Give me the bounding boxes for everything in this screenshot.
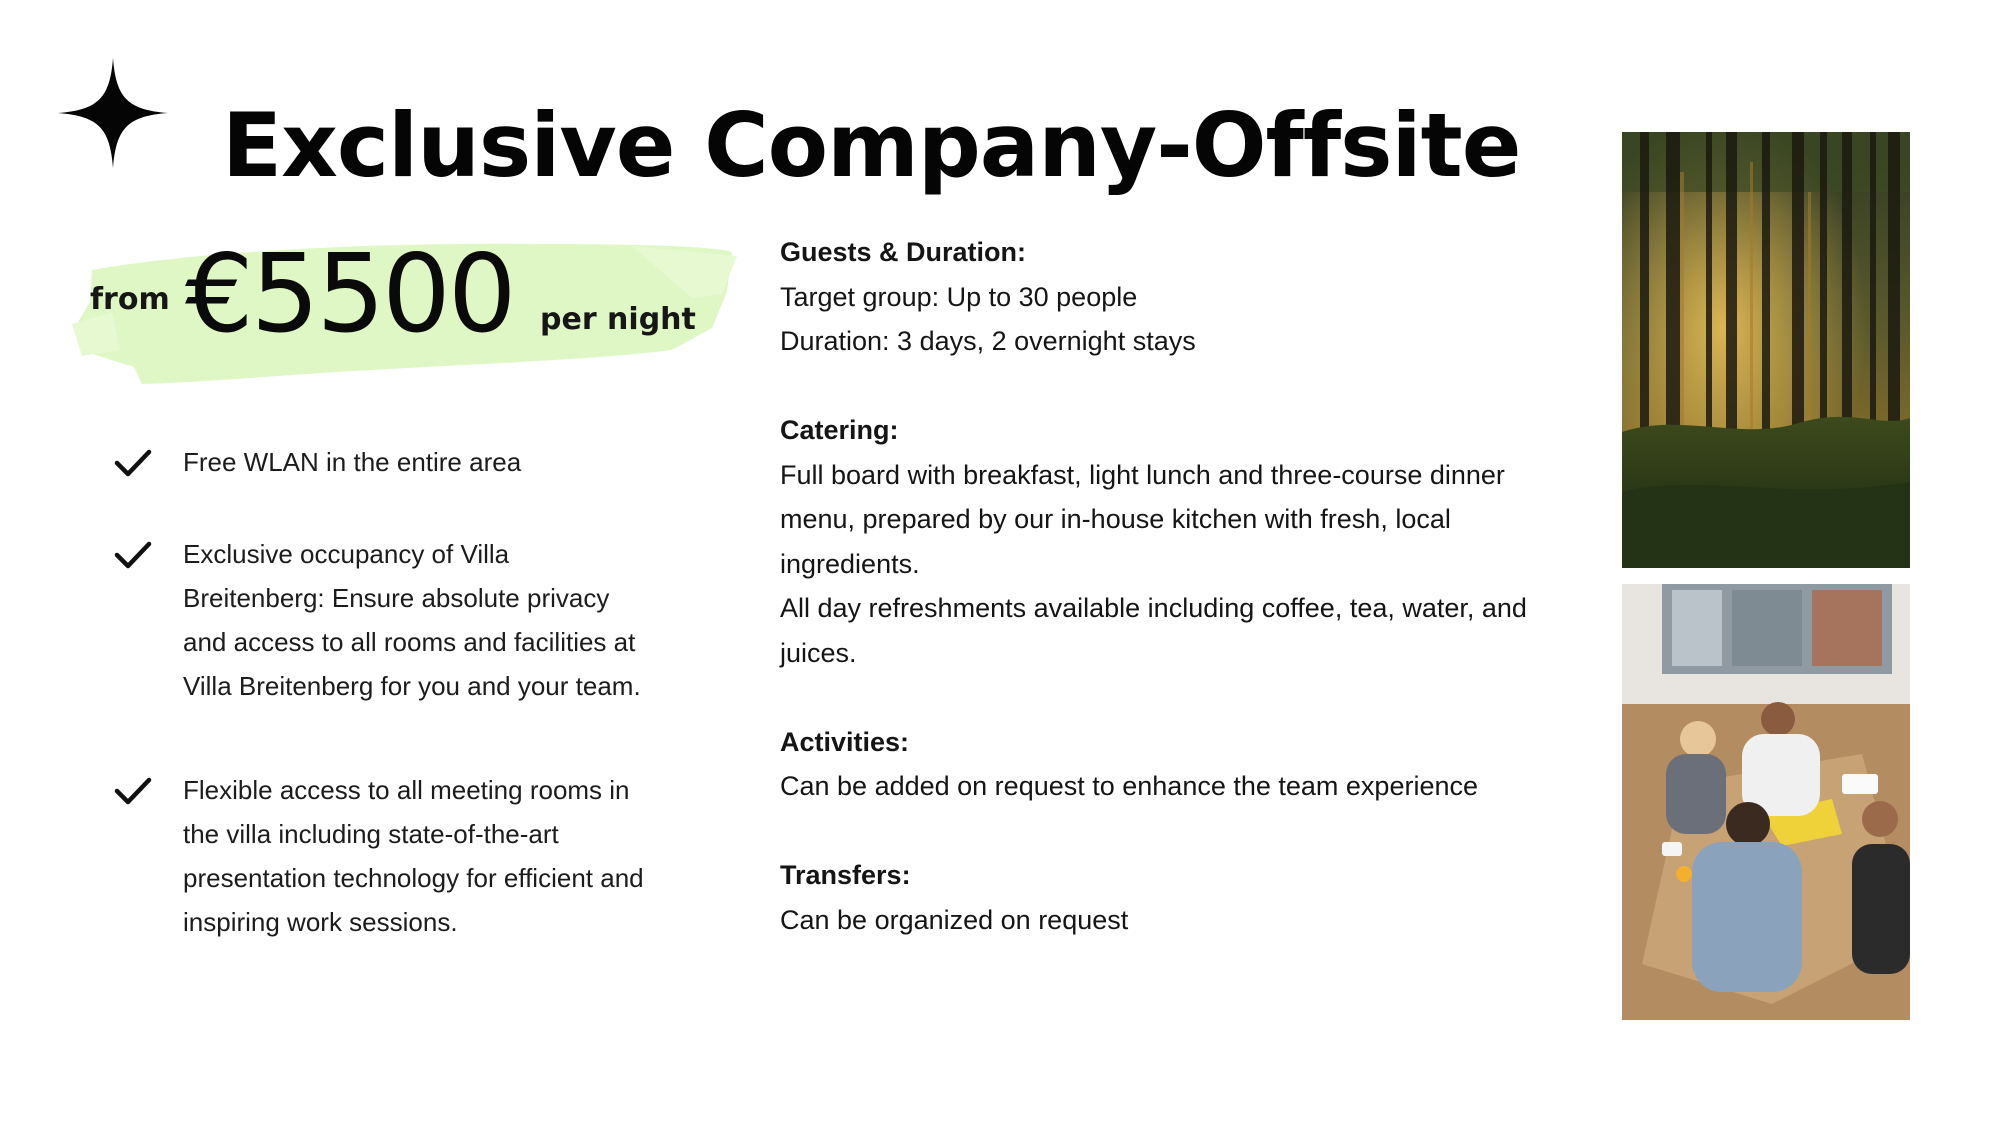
meeting-photo bbox=[1622, 584, 1910, 1020]
price-prefix: from bbox=[90, 282, 170, 317]
section-line: Full board with breakfast, light lunch and three-course dinner menu, prepared by our in-house kitchen with fresh, local ingredients. bbox=[780, 459, 1505, 579]
section-catering bbox=[780, 408, 1580, 675]
section-guests-duration bbox=[780, 230, 1580, 364]
section-heading: Guests & Duration: bbox=[780, 237, 1027, 267]
price-suffix: per night bbox=[540, 302, 696, 337]
page-title: Exclusive Company-Offsite bbox=[222, 94, 1521, 197]
forest-photo bbox=[1622, 132, 1910, 568]
section-heading: Transfers: bbox=[780, 860, 911, 890]
section-line: Can be organized on request bbox=[780, 904, 1129, 935]
details-column bbox=[780, 230, 1580, 987]
section-transfers bbox=[780, 853, 1580, 942]
section-heading: Activities: bbox=[780, 726, 910, 757]
section-heading: Catering: bbox=[780, 415, 899, 445]
checkmark-icon bbox=[114, 444, 152, 482]
checkmark-icon bbox=[114, 772, 152, 810]
sparkle-icon bbox=[58, 58, 168, 168]
section-line: All day refreshments available including coffee, tea, water, and juices. bbox=[780, 593, 1527, 668]
checkmark-icon bbox=[114, 536, 152, 574]
section-line: Can be added on request to enhance the team experience bbox=[780, 771, 1479, 801]
feature-text: Exclusive occupancy of Villa Breitenberg: Ensure absolute privacy and access to all rooms and facilities at Villa Breitenberg for you and your team. bbox=[183, 539, 641, 701]
feature-text: Free WLAN in the entire area bbox=[183, 447, 522, 477]
section-line: Duration: 3 days, 2 overnight stays bbox=[780, 326, 1196, 356]
section-line: Target group: Up to 30 people bbox=[780, 281, 1138, 312]
feature-text: Flexible access to all meeting rooms in the villa including state-of-the-art presentation technology for efficient and inspiring work sessions. bbox=[183, 775, 644, 937]
section-activities bbox=[780, 720, 1580, 809]
price-amount: €5500 bbox=[185, 232, 514, 357]
